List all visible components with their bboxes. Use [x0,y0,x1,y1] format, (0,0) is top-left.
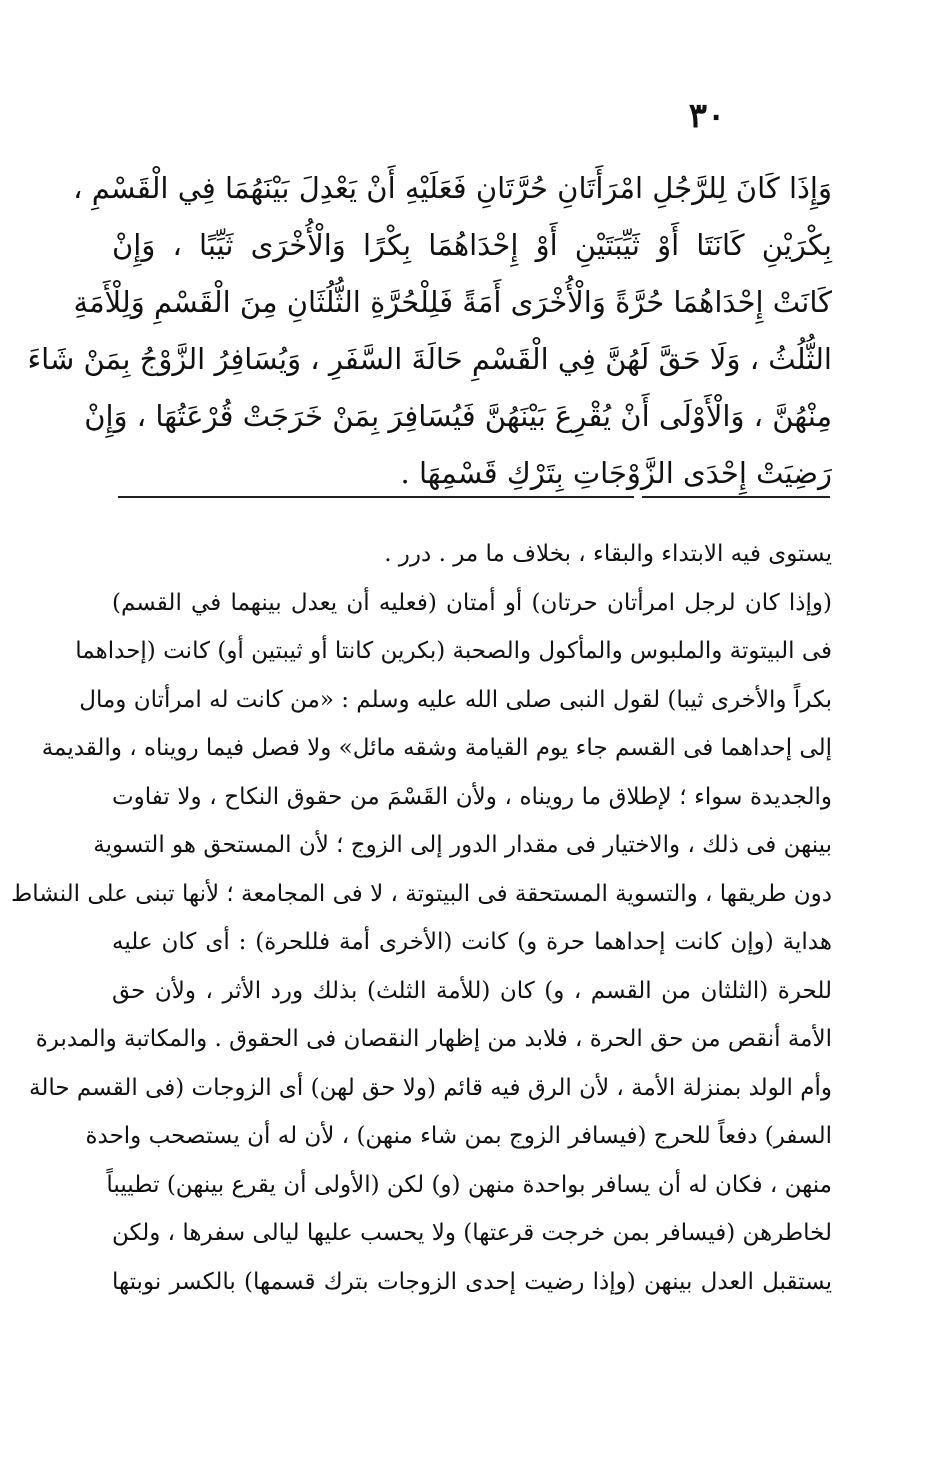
page-number: ٣٠ [688,96,726,136]
commentary-line: للحرة (الثلثان من القسم ، و) كان (للأمة الثلث) بذلك ورد الأثر ، ولأن حق [112,977,832,1004]
commentary-line: الأمة أنقص من حق الحرة ، فلابد من إظهار النقصان فى الحقوق . والمكاتبة والمدبرة [35,1026,832,1052]
main-text-line: رَضِيَتْ إِحْدَى الزَّوْجَاتِ بِتَرْكِ قَسْمِهَا . [400,456,832,490]
commentary-line: يستوى فيه الابتداء والبقاء ، بخلاف ما مر . درر . [384,541,832,567]
main-text-line: وَإِذَا كَانَ لِلرَّجُلِ امْرَأَتَانِ حُرَّتَانِ فَعَلَيْهِ أَنْ يَعْدِلَ بَيْنَهُمَا فِي الْقَسْمِ ، [73,171,832,205]
main-text-line: كَانَتْ إِحْدَاهُمَا حُرَّةً وَالْأُخْرَى أَمَةً فَلِلْحُرَّةِ الثُّلُثَانِ مِنَ الْقَسْمِ وَلِلْأَمَةِ [73,285,832,319]
commentary-line: وأم الولد بمنزلة الأمة ، لأن الرق فيه قائم (ولا حق لهن) أى الزوجات (فى القسم حالة [29,1074,832,1101]
commentary-line: (وإذا كان لرجل امرأتان حرتان) أو أمتان (فعليه أن يعدل بينهما في القسم) [112,589,832,616]
commentary-line: منهن ، فكان له أن يسافر بواحدة منهن (و) لكن (الأولى أن يقرع بينهن) تطييباً [106,1171,832,1198]
commentary-line: هداية (وإن كانت إحداهما حرة و) كانت (الأخرى أمة فللحرة) : أى كان عليه [112,929,832,955]
divider-gap [634,494,642,500]
commentary-block [10,530,832,1306]
commentary-line: بينهن فى ذلك ، والاختيار فى مقدار الدور إلى الزوج ؛ لأن المستحق هو التسوية [93,832,832,858]
main-text-line: الثُّلُثُ ، وَلَا حَقَّ لَهُنَّ فِي الْقَسْمِ حَالَةَ السَّفَرِ ، وَيُسَافِرُ الزَّوْجُ بِمَنْ شَاءَ [27,342,832,376]
commentary-line: السفر) دفعاً للحرج (فيسافر الزوج بمن شاء منهن) ، لأن له أن يستصحب واحدة [85,1123,832,1149]
main-text-line: مِنْهُنَّ ، وَالْأَوْلَى أَنْ يُقْرِعَ بَيْنَهُنَّ فَيُسَافِرَ بِمَنْ خَرَجَتْ قُرْعَتُهَا ، وَإِنْ [84,399,832,433]
commentary-line: إلى إحداهما فى القسم جاء يوم القيامة وشقه مائل» ولا فصل فيما رويناه ، والقديمة [41,735,832,761]
commentary-line: دون طريقها ، والتسوية المستحقة فى البيتوتة ، لا فى المجامعة ؛ لأنها تبنى على النشاط [10,880,832,907]
commentary-line: والجديدة سواء ؛ لإطلاق ما رويناه ، ولأن القَسْمَ من حقوق النكاح ، ولا تفاوت [112,783,832,810]
main-text-block [27,160,832,502]
section-divider [118,496,830,498]
commentary-line: فى البيتوتة والملبوس والمأكول والصحبة (بكرين كانتا أو ثيبتين أو) كانت (إحداهما [75,638,832,664]
commentary-line: لخاطرهن (فيسافر بمن خرجت قرعتها) ولا يحسب عليها ليالى سفرها ، ولكن [112,1220,832,1246]
commentary-line: بكراً والأخرى ثيبا) لقول النبى صلى الله عليه وسلم : «من كانت له امرأتان ومال [79,686,832,713]
commentary-line: يستقبل العدل بينهن (وإذا رضيت إحدى الزوجات بترك قسمها) بالكسر نوبتها [112,1268,832,1295]
main-text-line: بِكْرَيْنِ كَانَتَا أَوْ ثَيِّبَتَيْنِ أَوْ إِحْدَاهُمَا بِكْرًا وَالْأُخْرَى ثَيِّبًا ، وَإِنْ [112,228,832,262]
